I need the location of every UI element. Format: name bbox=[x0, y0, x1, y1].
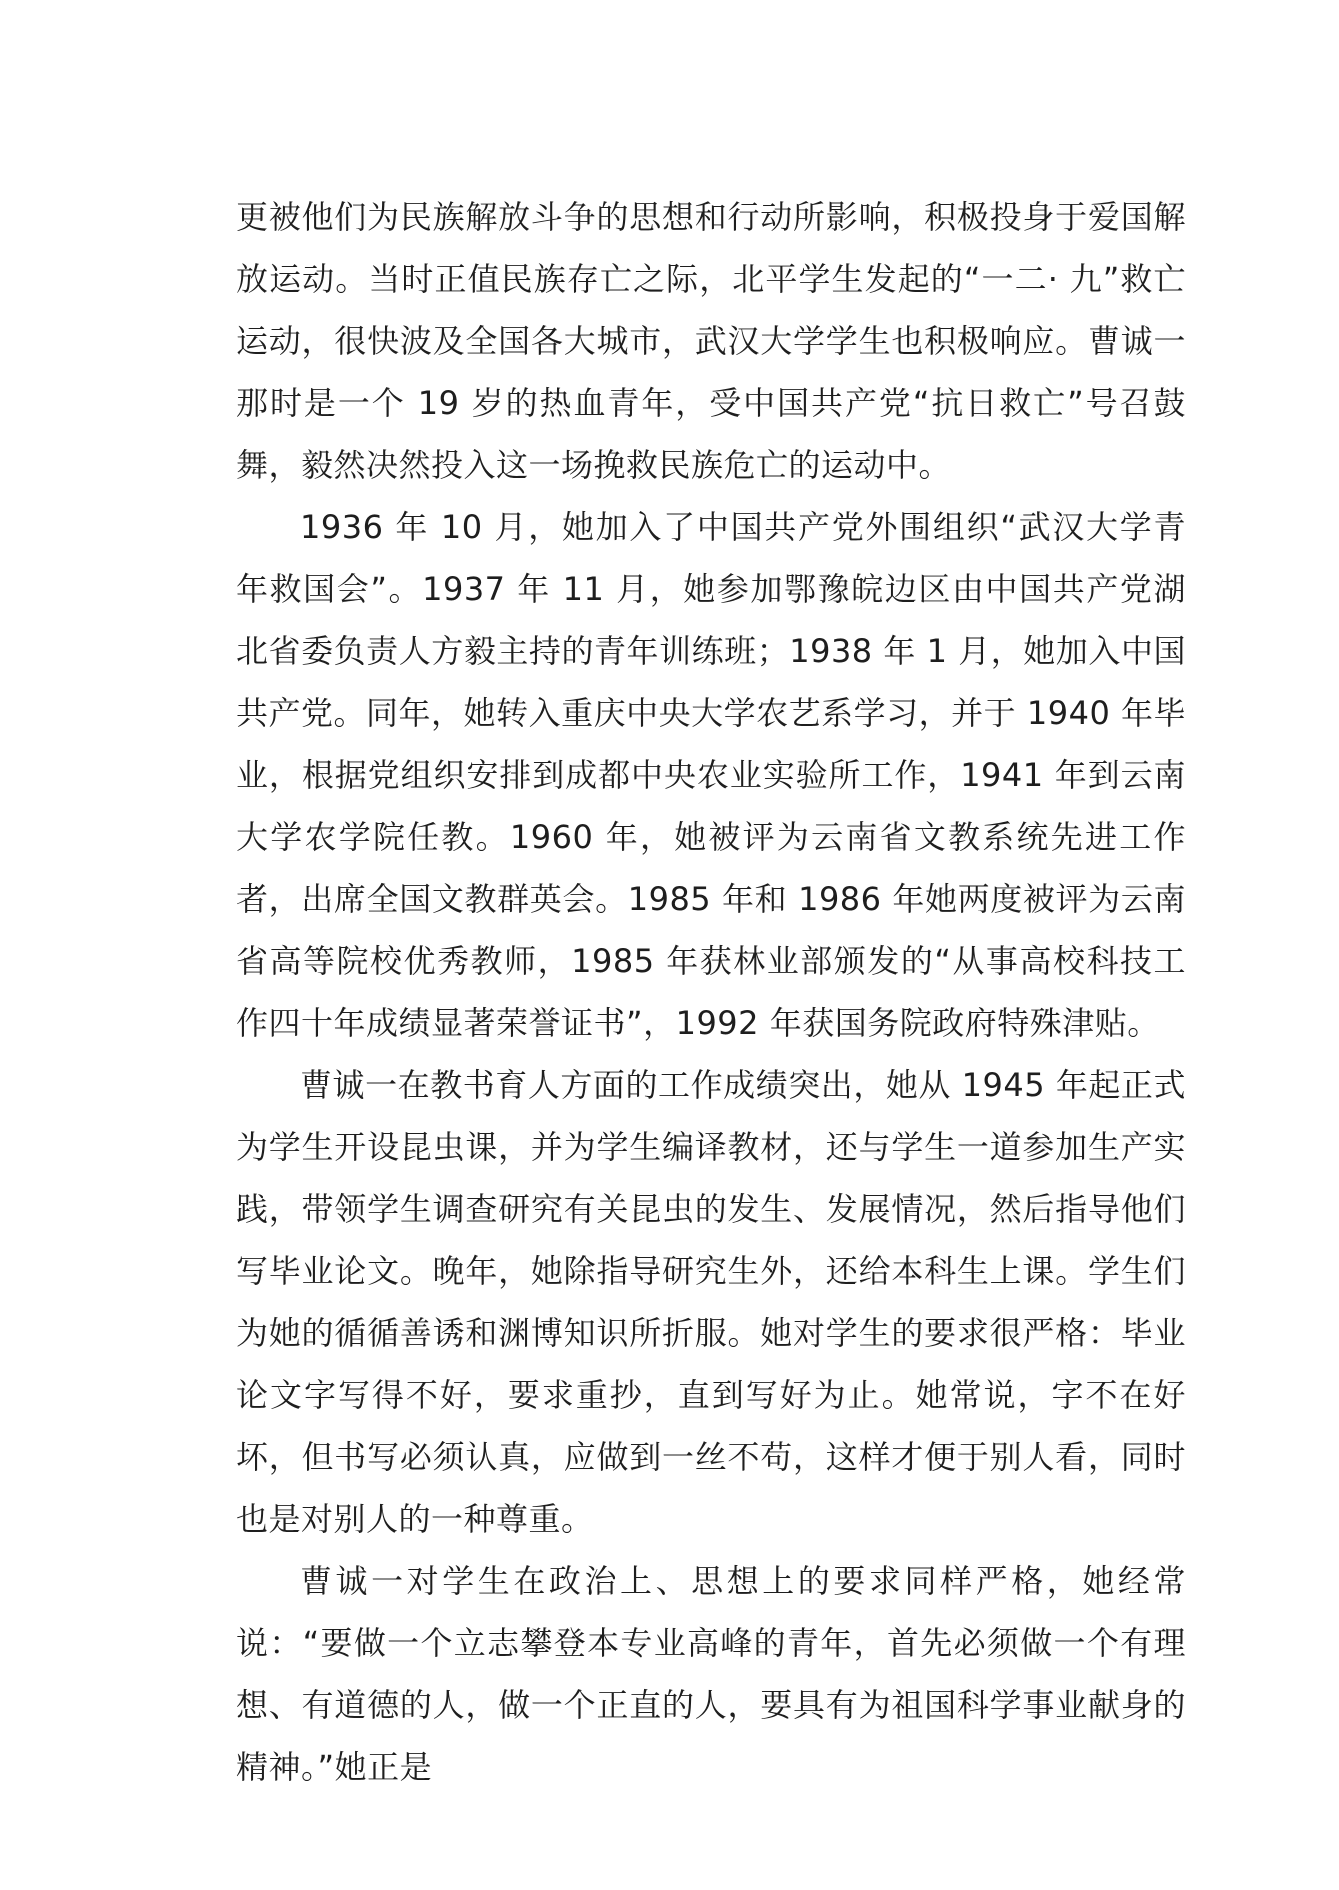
document-body bbox=[236, 186, 1186, 1798]
paragraph-1936-joining: 1936 年 10 月，她加入了中国共产党外围组织“武汉大学青年救国会”。1937 年 11 月，她参加鄂豫皖边区由中国共产党湖北省委负责人方毅主持的青年训练班；1938 年 1 月，她加入中国共产党。同年，她转入重庆中央大学农艺系学习，并于 1940 年毕业，根据党组织安排到成都中央农业实验所工作，1941 年到云南大学农学院任教。1960 年，她被评为云南省文教系统先进工作者，出席全国文教群英会。1985 年和 1986 年她两度被评为云南省高等院校优秀教师，1985 年获林业部颁发的“从事高校科技工作四十年成绩显著荣誉证书”，1992 年获国务院政府特殊津贴。 bbox=[236, 508, 1186, 1042]
paragraph-political-requirements: 曹诚一对学生在政治上、思想上的要求同样严格，她经常说：“要做一个立志攀登本专业高峰的青年，首先必须做一个有理想、有道德的人，做一个正直的人，要具有为祖国科学事业献身的精神。”她正是 bbox=[236, 1562, 1186, 1786]
paragraph-teaching: 曹诚一在教书育人方面的工作成绩突出，她从 1945 年起正式为学生开设昆虫课，并为学生编译教材，还与学生一道参加生产实践，带领学生调查研究有关昆虫的发生、发展情况，然后指导他们写毕业论文。晚年，她除指导研究生外，还给本科生上课。学生们为她的循循善诱和渊博知识所折服。她对学生的要求很严格：毕业论文字写得不好，要求重抄，直到写好为止。她常说，字不在好坏，但书写必须认真，应做到一丝不苟，这样才便于别人看，同时也是对别人的一种尊重。 bbox=[236, 1066, 1186, 1538]
paragraph-continuation: 更被他们为民族解放斗争的思想和行动所影响，积极投身于爱国解放运动。当时正值民族存亡之际，北平学生发起的“一二· 九”救亡运动，很快波及全国各大城市，武汉大学学生也积极响应。曹诚一那时是一个 19 岁的热血青年，受中国共产党“抗日救亡”号召鼓舞，毅然决然投入这一场挽救民族危亡的运动中。 bbox=[236, 198, 1186, 484]
